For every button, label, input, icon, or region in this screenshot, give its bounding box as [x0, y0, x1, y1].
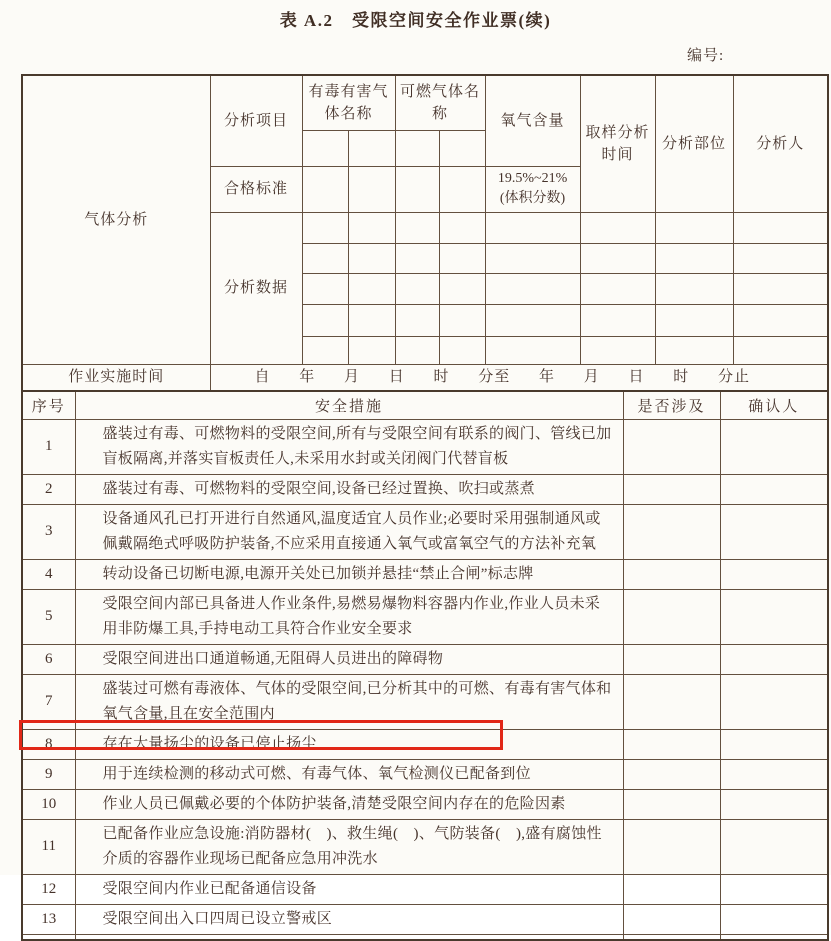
row-number: 8 — [22, 729, 75, 759]
data-row-label: 分析数据 — [210, 212, 302, 364]
table-row — [22, 644, 828, 674]
empty-cell — [22, 934, 75, 940]
confirmer-cell — [720, 729, 828, 759]
data-cell — [580, 304, 655, 336]
row-number: 13 — [22, 904, 75, 934]
work-time-value: 自 年 月 日 时 分至 年 月 日 时 分止 — [210, 364, 828, 391]
data-cell — [395, 336, 439, 364]
involved-cell — [623, 759, 720, 789]
empty-cell — [720, 934, 828, 940]
measure-text: 受限空间内部已具备进人作业条件,易燃易爆物料容器内作业,作业人员未采用非防爆工具,手持电动工具符合作业安全要求 — [75, 589, 623, 644]
gas-name-cell — [302, 130, 348, 166]
standard-cell — [302, 166, 348, 212]
row-number: 12 — [22, 874, 75, 904]
involved-cell — [623, 419, 720, 474]
table-row — [22, 819, 828, 874]
measure-text: 作业人员已佩戴必要的个体防护装备,清楚受限空间内存在的危险因素 — [75, 789, 623, 819]
data-cell — [395, 273, 439, 304]
sampling-time-header: 取样分析时间 — [580, 75, 655, 212]
row-number: 1 — [22, 419, 75, 474]
data-cell — [580, 273, 655, 304]
involved-cell — [623, 559, 720, 589]
data-cell — [439, 336, 485, 364]
involved-cell — [623, 644, 720, 674]
flammable-gas-header: 可燃气体名称 — [395, 75, 485, 130]
analysis-item-header: 分析项目 — [210, 75, 302, 166]
measure-text: 存在大量扬尘的设备已停止扬尘 — [75, 729, 623, 759]
row-number: 3 — [22, 504, 75, 559]
table-row — [22, 874, 828, 904]
data-cell — [439, 243, 485, 273]
row-number: 2 — [22, 474, 75, 504]
row-number: 11 — [22, 819, 75, 874]
data-cell — [302, 273, 348, 304]
data-cell — [439, 273, 485, 304]
row-number: 7 — [22, 674, 75, 729]
row-number: 4 — [22, 559, 75, 589]
measure-text: 用于连续检测的移动式可燃、有毒气体、氧气检测仪已配备到位 — [75, 759, 623, 789]
confirmer-cell — [720, 589, 828, 644]
table-row — [22, 504, 828, 559]
table-row — [22, 419, 828, 474]
measure-text: 盛装过可燃有毒液体、气体的受限空间,已分析其中的可燃、有毒有害气体和氧气含量,且在安全范围内 — [75, 674, 623, 729]
data-cell — [302, 212, 348, 243]
data-cell — [348, 212, 395, 243]
data-cell — [580, 243, 655, 273]
standard-row-label: 合格标准 — [210, 166, 302, 212]
data-cell — [733, 336, 828, 364]
analysis-part-header: 分析部位 — [655, 75, 733, 212]
data-cell — [439, 304, 485, 336]
table-row — [22, 589, 828, 644]
oxygen-standard-unit: (体积分数) — [499, 191, 566, 206]
safety-measures-table — [21, 390, 829, 941]
col-header-measure: 安全措施 — [75, 391, 623, 419]
measure-text: 转动设备已切断电源,电源开关处已加锁并悬挂“禁止合闸”标志牌 — [75, 559, 623, 589]
work-time-label: 作业实施时间 — [22, 364, 210, 391]
involved-cell — [623, 874, 720, 904]
gas-name-cell — [348, 130, 395, 166]
measure-text: 受限空间内作业已配备通信设备 — [75, 874, 623, 904]
data-cell — [655, 243, 733, 273]
data-cell — [655, 304, 733, 336]
confirmer-cell — [720, 874, 828, 904]
data-cell — [395, 243, 439, 273]
gas-name-cell — [395, 130, 439, 166]
confirmer-cell — [720, 759, 828, 789]
data-cell — [733, 243, 828, 273]
gas-analysis-table — [21, 74, 829, 392]
involved-cell — [623, 904, 720, 934]
data-cell — [485, 243, 580, 273]
empty-cell — [623, 934, 720, 940]
empty-cell — [75, 934, 623, 940]
data-cell — [348, 304, 395, 336]
data-cell — [580, 212, 655, 243]
toxic-gas-header: 有毒有害气体名称 — [302, 75, 395, 130]
data-cell — [348, 273, 395, 304]
confirmer-cell — [720, 644, 828, 674]
confirmer-cell — [720, 474, 828, 504]
involved-cell — [623, 589, 720, 644]
data-cell — [348, 336, 395, 364]
measure-text: 受限空间出入口四周已设立警戒区 — [75, 904, 623, 934]
table-row — [22, 559, 828, 589]
col-header-no: 序号 — [22, 391, 75, 419]
data-cell — [302, 243, 348, 273]
oxygen-standard-value: 19.5%~21% — [497, 171, 568, 186]
data-cell — [733, 304, 828, 336]
confirmer-cell — [720, 789, 828, 819]
involved-cell — [623, 729, 720, 759]
data-cell — [485, 336, 580, 364]
data-cell — [395, 212, 439, 243]
confirmer-cell — [720, 559, 828, 589]
confirmer-cell — [720, 504, 828, 559]
standard-cell — [395, 166, 439, 212]
data-cell — [439, 212, 485, 243]
confirmer-cell — [720, 819, 828, 874]
data-cell — [348, 243, 395, 273]
data-cell — [733, 273, 828, 304]
row-number: 9 — [22, 759, 75, 789]
data-cell — [655, 336, 733, 364]
data-cell — [733, 212, 828, 243]
measure-text: 受限空间进出口通道畅通,无阻碍人员进出的障碍物 — [75, 644, 623, 674]
table-row — [22, 674, 828, 729]
oxygen-content-header: 氧气含量 — [485, 75, 580, 166]
serial-number-label: 编号: — [687, 48, 725, 64]
analyst-header: 分析人 — [733, 75, 828, 212]
data-cell — [485, 212, 580, 243]
involved-cell — [623, 789, 720, 819]
data-cell — [485, 273, 580, 304]
measure-text: 已配备作业应急设施:消防器材( )、救生绳( )、气防装备( ),盛有腐蚀性介质的容器作业现场已配备应急用冲洗水 — [75, 819, 623, 874]
data-cell — [395, 304, 439, 336]
gas-name-cell — [439, 130, 485, 166]
oxygen-standard-cell — [485, 166, 580, 212]
table-row-partial — [22, 934, 828, 940]
confirmer-cell — [720, 419, 828, 474]
col-header-confirmer: 确认人 — [720, 391, 828, 419]
row-number: 5 — [22, 589, 75, 644]
involved-cell — [623, 504, 720, 559]
standard-cell — [348, 166, 395, 212]
row-number: 6 — [22, 644, 75, 674]
table-row — [22, 474, 828, 504]
measure-text: 盛装过有毒、可燃物料的受限空间,设备已经过置换、吹扫或蒸煮 — [75, 474, 623, 504]
data-cell — [580, 336, 655, 364]
table-row — [22, 904, 828, 934]
measure-text: 盛装过有毒、可燃物料的受限空间,所有与受限空间有联系的阀门、管线已加盲板隔离,并落实盲板责任人,未采用水封或关闭阀门代替盲板 — [75, 419, 623, 474]
confirmer-cell — [720, 674, 828, 729]
col-header-involved: 是否涉及 — [623, 391, 720, 419]
table-row — [22, 729, 828, 759]
data-cell — [302, 304, 348, 336]
row-number: 10 — [22, 789, 75, 819]
table-row — [22, 789, 828, 819]
standard-cell — [439, 166, 485, 212]
table-row-highlighted — [22, 759, 828, 789]
data-cell — [655, 212, 733, 243]
data-cell — [302, 336, 348, 364]
confirmer-cell — [720, 904, 828, 934]
measure-text: 设备通风孔已打开进行自然通风,温度适宜人员作业;必要时采用强制通风或佩戴隔绝式呼吸防护装备,不应采用直接通入氧气或富氧空气的方法补充氧 — [75, 504, 623, 559]
involved-cell — [623, 474, 720, 504]
data-cell — [485, 304, 580, 336]
involved-cell — [623, 819, 720, 874]
gas-analysis-section-label: 气体分析 — [22, 75, 210, 364]
data-cell — [655, 273, 733, 304]
page-title: 表 A.2 受限空间安全作业票(续) — [279, 11, 552, 30]
involved-cell — [623, 674, 720, 729]
